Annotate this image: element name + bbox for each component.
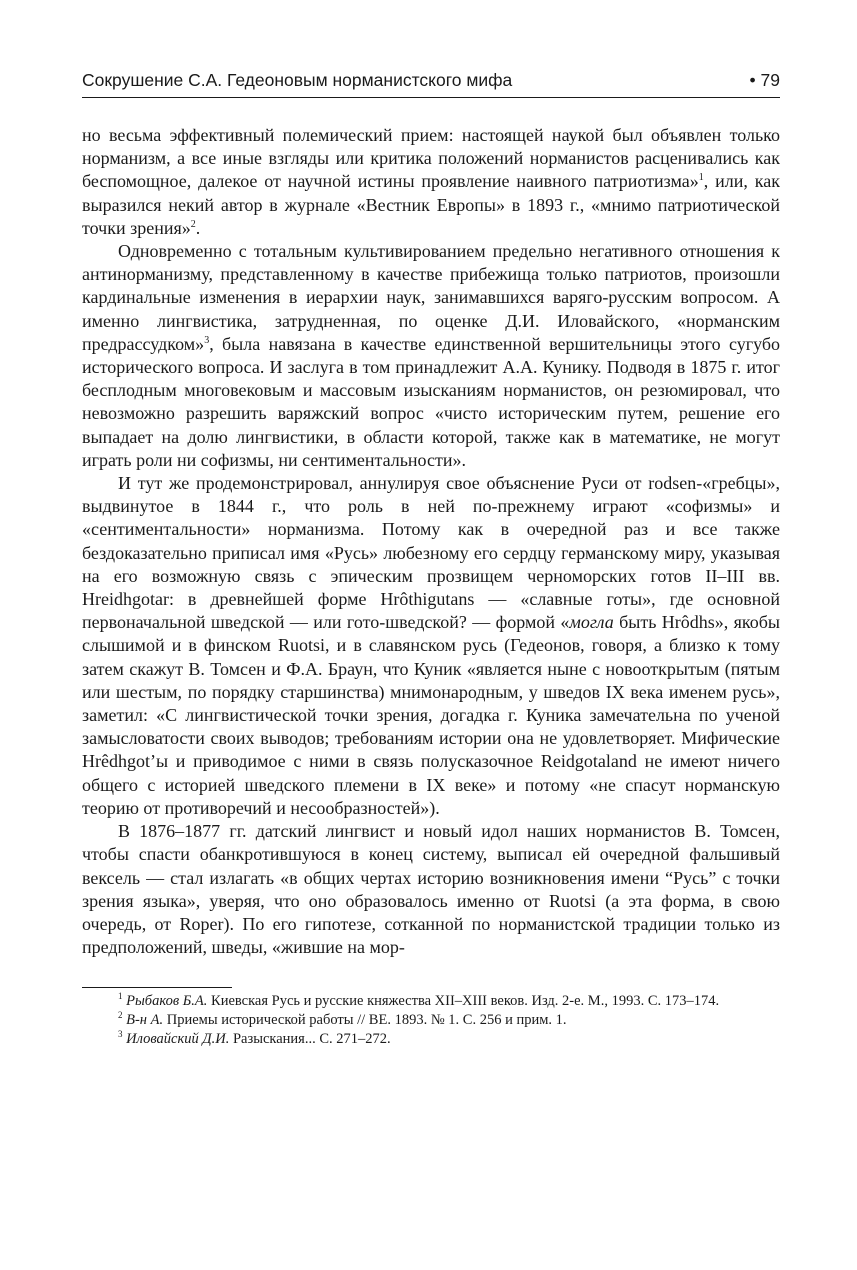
footnote-number: 3 — [118, 1029, 123, 1040]
paragraph — [82, 472, 780, 820]
text-run: , была навязана в качестве единственной вершительницы этого сугубо исторического вопроса. И заслуга в том принадлежит А.А. Кунику. Подводя в 1875 г. итог бесплодным многовековым и массовым изысканиям норманистов, он резюмировал, что невозможно разрешить варяжский вопрос «чисто историческим путем, решение его выпадает на долю лингвистики, в области которой, также как в математике, не могут играть роли ни софизмы, ни сентиментальности». — [82, 333, 780, 470]
running-head-title: Сокрушение С.А. Гедеоновым норманистского мифа — [82, 70, 513, 90]
footnote-author: Рыбаков Б.А. — [126, 993, 208, 1010]
footnote — [82, 1030, 780, 1049]
footnote — [82, 992, 780, 1011]
footnote-divider — [82, 987, 232, 988]
footnote-text: Киевская Русь и русские княжества XII–XIII веков. Изд. 2-е. М., 1993. С. 173–174. — [207, 993, 720, 1010]
running-head — [82, 70, 780, 98]
emphasis-text: могла — [569, 612, 614, 633]
footnotes — [82, 992, 780, 1048]
footnote-ref: 3 — [204, 334, 210, 346]
text-run: . — [195, 217, 201, 238]
text-run: И тут же продемонстрировал, аннулируя свое объяснение Руси от rodsen-«гребцы», выдвинутое в 1844 г., что роль в ней по-прежнему играют «софизмы» и «сентиментальности» норманизма. Потому как в очередной раз и все также бездоказательно приписал имя «Русь» любезному его сердцу германскому миру, указывая на его возможную связь с эпическим прозвищем черноморских готов II–III вв. Hreidhgotar: в древнейшей форме Hrôthigutans — «славные готы», где основной первоначальной шведской — или гото-шведской? — формой « — [82, 473, 780, 633]
footnote-author: Иловайский Д.И. — [126, 1030, 230, 1047]
text-run: Одновременно с тотальным культивированием предельно негативного отношения к антинорманизму, представленному в качестве прибежища только патриотов, произошли кардинальные изменения в иерархии наук, занимавшихся варяго-русским вопросом. А именно лингвистика, затрудненная, по оценке Д.И. Иловайского, «норманским предрассудком» — [82, 241, 780, 354]
footnote-author: В-н А. — [126, 1012, 164, 1029]
text-run: быть Hrôdhs», якобы слышимой и в финском Ruotsi, и в славянском русь (Гедеонов, говоря, а близко к тому затем скажут В. Томсен и Ф.А. Браун, что Куник «является ныне с новооткрытым (пятым или шестым, по порядку старшинства) мнимонародным, у шведов IX века именем русь», заметил: «С лингвистической точки зрения, догадка г. Куника замечательна по ученой замысловатости своих выводов; требованиям истории она не удовлетворяет. Мифические Hrêdhgot’ы и приводимое с ними в связь полусказочное Reidgotaland не имеют ничего общего с историей шведского племени в IX веке» и потому «не спасут норманскую теорию от противоречий и несообразностей»). — [82, 612, 781, 818]
body-text — [82, 124, 780, 959]
footnote-number: 2 — [118, 1010, 123, 1021]
footnote-ref: 1 — [698, 172, 704, 184]
text-run: В 1876–1877 гг. датский лингвист и новый идол наших норманистов В. Томсен, чтобы спасти обанкротившуюся в конец систему, выписал ей очередной фальшивый вексель — стал излагать «в общих чертах историю возникновения имени “Русь” с точки зрения языка», уверяя, что оно образовалось именно от Ruotsi (а эта форма, в свою очередь, от Roper). По его гипотезе, сотканной по норманистской традиции только из предположений, шведы, «жившие на мор- — [82, 821, 780, 958]
page-number: • 79 — [749, 70, 780, 90]
footnote-ref: 2 — [190, 218, 196, 230]
book-page — [82, 70, 780, 1049]
footnote-number: 1 — [118, 991, 123, 1002]
paragraph — [82, 124, 780, 240]
text-run: , или, как выразился некий автор в журнале «Вестник Европы» в 1893 г., «мнимо патриотической точки зрения» — [82, 171, 780, 238]
paragraph — [82, 240, 780, 472]
footnote — [82, 1011, 780, 1030]
paragraph — [82, 820, 780, 959]
footnote-text: Приемы исторической работы // ВЕ. 1893. № 1. С. 256 и прим. 1. — [163, 1012, 567, 1029]
text-run: но весьма эффективный полемический прием: настоящей наукой был объявлен только норманизм, а все иные взгляды или критика положений норманистов расценивались как беспомощное, далекое от научной истины проявление наивного патриотизма» — [82, 125, 780, 192]
footnote-text: Разыскания... С. 271–272. — [229, 1030, 391, 1047]
